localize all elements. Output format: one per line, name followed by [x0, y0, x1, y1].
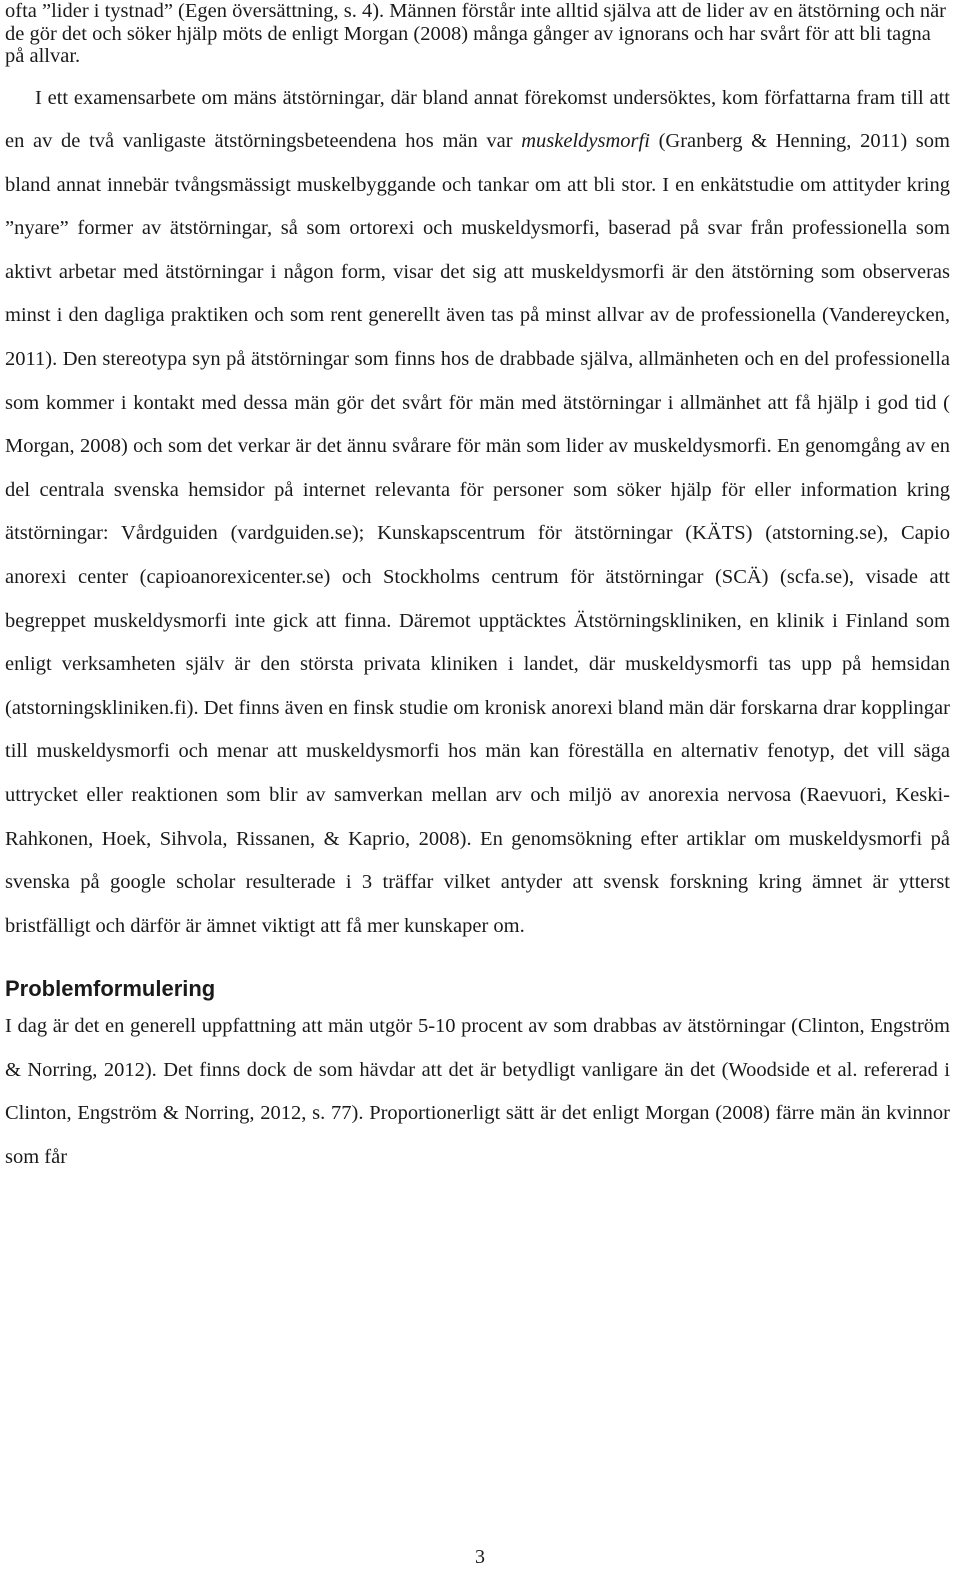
paragraph-text-rest: (Granberg & Henning, 2011) som bland annat innebär tvångsmässigt muskelbyggande och tankar om att bli stor. I en enkätstudie om attityder kring ”nyare” former av ätstörningar, så som ortorexi och muskeldysmorfi, baserad på svar från professionella som aktivt arbetar med ätstörningar i någon form, visar det sig att muskeldysmorfi är den ätstörning som observeras minst i den dagliga praktiken och som rent generellt även tas på minst allvar av de professionella (Vandereycken, 2011). Den stereotypa syn på ätstörningar som finns hos de drabbade själva, allmänheten och en del professionella som kommer i kontakt med dessa män gör det svårt för män med ätstörningar i allmänhet att få hjälp i god tid ( Morgan, 2008) och som det verkar är det ännu svårare för män som lider av muskeldysmorfi. En genomgång av en del centrala svenska hemsidor på internet relevanta för personer som söker hjälp för eller information kring ätstörningar: Vårdguiden (vardguiden.se); Kunskapscentrum för ätstörningar (KÄTS) (atstorning.se), Capio anorexi center (capioanorexicenter.se) och Stockholms centrum för ätstörningar (SCÄ) (scfa.se), visade att begreppet muskeldysmorfi inte gick att finna. Däremot upptäcktes Ätstörningskliniken, en klinik i Finland som enligt verksamheten själv är den största privata kliniken i landet, där muskeldysmorfi tas upp på hemsidan (atstorningskliniken.fi). Det finns även en finsk studie om kronisk anorexi bland män där forskarna drar kopplingar till muskeldysmorfi och menar att muskeldysmorfi hos män kan föreställa en alternativ fenotyp, det vill säga uttrycket eller reaktionen som blir av samverkan mellan arv och miljö av anorexia nervosa (Raevuori, Keski-Rahkonen, Hoek, Sihvola, Rissanen, & Kaprio, 2008). En genomsökning efter artiklar om muskeldysmorfi på svenska på google scholar resulterade i 3 träffar vilket antyder att svensk forskning kring ämnet är ytterst bristfälligt och därför är ämnet viktigt att få mer kunskaper om. [5, 130, 950, 937]
document-page [5, 0, 950, 1179]
page-number: 3 [475, 1546, 485, 1568]
paragraph-continuation: ofta ”lider i tystnad” (Egen översättning, s. 4). Männen förstår inte alltid själva att de lider av en ätstörning och när de gör det och söker hjälp möts de enligt Morgan (2008) många gånger av ignorans och har svårt för att bli tagna på allvar. [5, 0, 946, 67]
paragraph-muscle-dysmorphia [5, 77, 950, 949]
italic-term: muskeldysmorfi [521, 130, 650, 153]
paragraph-text-start: I ett examensarbete om mäns ätstörningar, där bland annat förekomst undersöktes, kom författarna fram till att en av de två vanligaste ätstörningsbeteendena hos män var [5, 86, 950, 153]
paragraph-problem-statement: I dag är det en generell uppfattning att män utgör 5-10 procent av som drabbas av ätstörningar (Clinton, Engström & Norring, 2012). Det finns dock de som hävdar att det är betydligt vanligare än det (Woodside et al. refererad i Clinton, Engström & Norring, 2012, s. 77). Proportionerligt sätt är det enligt Morgan (2008) färre män än kvinnor som får [5, 1015, 950, 1168]
section-heading: Problemformulering [5, 976, 216, 1002]
